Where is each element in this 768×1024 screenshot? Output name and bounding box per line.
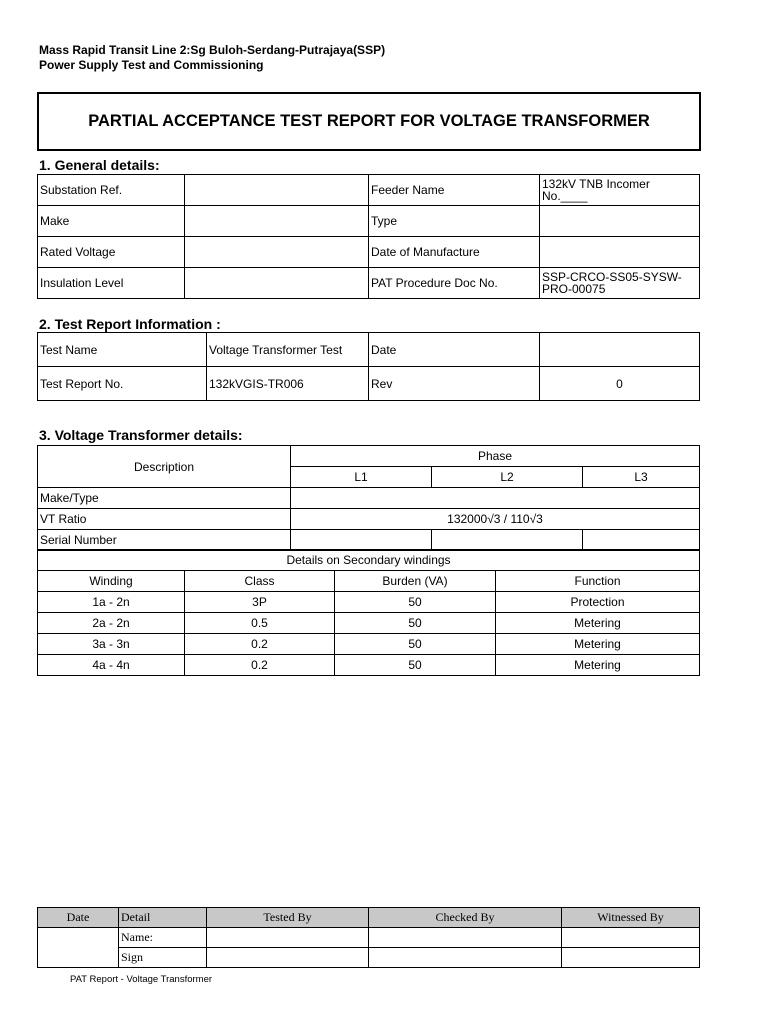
class-cell: 0.2 xyxy=(185,655,335,676)
table-row xyxy=(38,928,700,948)
secondary-windings-table xyxy=(37,549,700,676)
winding-cell: 1a - 2n xyxy=(38,592,185,613)
column-header: Date xyxy=(38,908,119,928)
cell-value[interactable] xyxy=(185,268,369,299)
winding-cell: 4a - 4n xyxy=(38,655,185,676)
column-header: Class xyxy=(185,571,335,592)
table-row xyxy=(38,488,700,509)
cell-label: Test Report No. xyxy=(38,367,207,401)
function-cell: Metering xyxy=(496,634,700,655)
table-row xyxy=(38,592,700,613)
cell-value[interactable]: SSP-CRCO-SS05-SYSW-PRO-00075 xyxy=(540,268,700,299)
checked-by-name[interactable] xyxy=(369,928,562,948)
class-cell: 3P xyxy=(185,592,335,613)
table-row xyxy=(38,206,700,237)
make-type-value[interactable] xyxy=(291,488,700,509)
cell-label: Substation Ref. xyxy=(38,175,185,206)
cell-value[interactable] xyxy=(540,206,700,237)
function-cell: Protection xyxy=(496,592,700,613)
page-footer: PAT Report - Voltage Transformer xyxy=(70,974,213,985)
cell-value[interactable]: 132kVGIS-TR006 xyxy=(207,367,369,401)
column-header: Witnessed By xyxy=(562,908,700,928)
class-cell: 0.5 xyxy=(185,613,335,634)
table-row xyxy=(38,655,700,676)
burden-cell: 50 xyxy=(335,613,496,634)
table-row xyxy=(38,446,700,467)
burden-cell: 50 xyxy=(335,634,496,655)
table-row xyxy=(38,333,700,367)
function-cell: Metering xyxy=(496,613,700,634)
cell-label: Make xyxy=(38,206,185,237)
vt-details-heading: 3. Voltage Transformer details: xyxy=(39,427,243,443)
column-header: Winding xyxy=(38,571,185,592)
tested-by-sign[interactable] xyxy=(207,948,369,968)
table-row xyxy=(38,613,700,634)
cell-label: Insulation Level xyxy=(38,268,185,299)
witnessed-by-sign[interactable] xyxy=(562,948,700,968)
cell-label: Type xyxy=(369,206,540,237)
table-row xyxy=(38,571,700,592)
general-details-table xyxy=(37,174,700,299)
checked-by-sign[interactable] xyxy=(369,948,562,968)
signoff-sign-label: Sign xyxy=(119,948,207,968)
cell-value[interactable] xyxy=(185,175,369,206)
cell-value[interactable]: 0 xyxy=(540,367,700,401)
vt-ratio-value: 132000√3 / 110√3 xyxy=(291,509,700,530)
serial-l2[interactable] xyxy=(432,530,583,551)
report-title: PARTIAL ACCEPTANCE TEST REPORT FOR VOLTAGE TRANSFORMER xyxy=(37,92,701,151)
cell-label: Rev xyxy=(369,367,540,401)
report-info-table xyxy=(37,332,700,401)
cell-label: Date xyxy=(369,333,540,367)
cell-value[interactable] xyxy=(540,333,700,367)
phase-l1-header: L1 xyxy=(291,467,432,488)
serial-l3[interactable] xyxy=(583,530,700,551)
cell-label: PAT Procedure Doc No. xyxy=(369,268,540,299)
description-header: Description xyxy=(38,446,291,488)
column-header: Detail xyxy=(119,908,207,928)
cell-value[interactable]: Voltage Transformer Test xyxy=(207,333,369,367)
make-type-label: Make/Type xyxy=(38,488,291,509)
burden-cell: 50 xyxy=(335,655,496,676)
cell-value[interactable]: 132kV TNB Incomer No.____ xyxy=(540,175,700,206)
function-cell: Metering xyxy=(496,655,700,676)
report-info-heading: 2. Test Report Information : xyxy=(39,316,221,332)
signoff-name-label: Name: xyxy=(119,928,207,948)
table-row xyxy=(38,268,700,299)
table-row xyxy=(38,530,700,551)
project-title: Mass Rapid Transit Line 2:Sg Buloh-Serdang-Putrajaya(SSP) xyxy=(39,43,386,57)
table-row xyxy=(38,175,700,206)
vt-ratio-label: VT Ratio xyxy=(38,509,291,530)
cell-label: Feeder Name xyxy=(369,175,540,206)
burden-cell: 50 xyxy=(335,592,496,613)
column-header: Function xyxy=(496,571,700,592)
winding-cell: 2a - 2n xyxy=(38,613,185,634)
winding-cell: 3a - 3n xyxy=(38,634,185,655)
table-row xyxy=(38,550,700,571)
secondary-windings-heading: Details on Secondary windings xyxy=(38,550,700,571)
table-row xyxy=(38,237,700,268)
serial-number-label: Serial Number xyxy=(38,530,291,551)
cell-label: Date of Manufacture xyxy=(369,237,540,268)
signoff-date-cell[interactable] xyxy=(38,928,119,968)
column-header: Burden (VA) xyxy=(335,571,496,592)
cell-label: Rated Voltage xyxy=(38,237,185,268)
tested-by-name[interactable] xyxy=(207,928,369,948)
table-row xyxy=(38,948,700,968)
signoff-table xyxy=(37,907,700,968)
column-header: Tested By xyxy=(207,908,369,928)
table-row xyxy=(38,908,700,928)
table-row xyxy=(38,634,700,655)
cell-value[interactable] xyxy=(540,237,700,268)
witnessed-by-name[interactable] xyxy=(562,928,700,948)
cell-label: Test Name xyxy=(38,333,207,367)
phase-header: Phase xyxy=(291,446,700,467)
column-header: Checked By xyxy=(369,908,562,928)
cell-value[interactable] xyxy=(185,237,369,268)
phase-l2-header: L2 xyxy=(432,467,583,488)
class-cell: 0.2 xyxy=(185,634,335,655)
cell-value[interactable] xyxy=(185,206,369,237)
vt-details-table xyxy=(37,445,700,551)
table-row xyxy=(38,367,700,401)
general-details-heading: 1. General details: xyxy=(39,157,160,173)
serial-l1[interactable] xyxy=(291,530,432,551)
phase-l3-header: L3 xyxy=(583,467,700,488)
project-subtitle: Power Supply Test and Commissioning xyxy=(39,58,264,72)
table-row xyxy=(38,509,700,530)
